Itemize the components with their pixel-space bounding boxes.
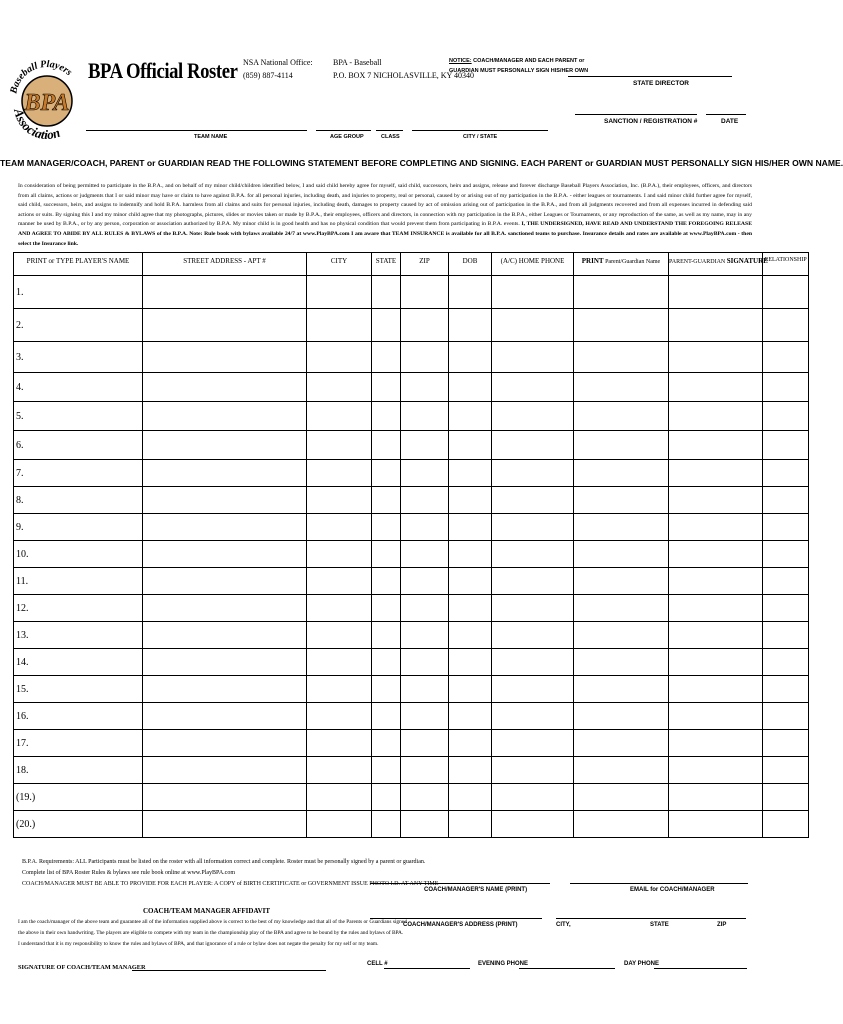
phone-cell[interactable] [492, 541, 574, 568]
state-cell[interactable] [372, 309, 401, 342]
parent-name-cell[interactable] [574, 541, 669, 568]
state-cell[interactable] [372, 460, 401, 487]
phone-cell[interactable] [492, 676, 574, 703]
relationship-cell[interactable] [763, 487, 809, 514]
zip-cell[interactable] [401, 514, 449, 541]
logo-icon [8, 48, 86, 148]
day-phone-label: DAY PHONE [624, 961, 660, 967]
relationship-cell[interactable] [763, 730, 809, 757]
col-dob: DOB [449, 253, 492, 276]
class-label: CLASS [381, 134, 400, 140]
phone-cell[interactable] [492, 622, 574, 649]
row-number[interactable]: 15. [14, 676, 143, 703]
dob-cell[interactable] [449, 402, 492, 431]
logo-text-top: Baseball Players [8, 58, 75, 95]
row-number[interactable]: (19.) [14, 784, 143, 811]
affidavit-title: COACH/TEAM MANAGER AFFIDAVIT [143, 907, 271, 915]
state-cell[interactable] [372, 730, 401, 757]
state-cell[interactable] [372, 487, 401, 514]
table-row [14, 784, 809, 811]
coach-name-line[interactable] [370, 883, 550, 884]
street-cell[interactable] [143, 276, 307, 309]
dob-cell[interactable] [449, 373, 492, 402]
state-director-label: STATE DIRECTOR [633, 80, 689, 87]
city-cell[interactable] [307, 757, 372, 784]
city-cell[interactable] [307, 703, 372, 730]
table-row [14, 487, 809, 514]
city-cell[interactable] [307, 568, 372, 595]
signature-cell[interactable] [669, 676, 763, 703]
dob-cell[interactable] [449, 730, 492, 757]
parent-name-cell[interactable] [574, 730, 669, 757]
state-cell[interactable] [372, 402, 401, 431]
city-cell[interactable] [307, 784, 372, 811]
signature-cell[interactable] [669, 373, 763, 402]
state-cell[interactable] [372, 784, 401, 811]
requirements-2: Complete list of BPA Roster Rules & bylaws see rule book online at www.PlayBPA.com [22, 870, 235, 876]
release-bold-1: I, THE UNDERSIGNED, HAVE READ AND UNDERSTAND [521, 221, 674, 228]
page-title: BPA Official Roster [88, 58, 238, 83]
nsa-phone: (859) 887-4114 [243, 71, 293, 80]
street-cell[interactable] [143, 514, 307, 541]
email-label: EMAIL for COACH/MANAGER [630, 887, 715, 893]
state-director-line[interactable] [568, 76, 732, 77]
phone-cell[interactable] [492, 373, 574, 402]
phone-cell[interactable] [492, 784, 574, 811]
city-cell[interactable] [307, 460, 372, 487]
zip-cell[interactable] [401, 487, 449, 514]
street-cell[interactable] [143, 703, 307, 730]
col-relationship: RELATIONSHIP [763, 253, 809, 276]
col-phone: (A/C) HOME PHONE [492, 253, 574, 276]
row-number[interactable]: 13. [14, 622, 143, 649]
team-name-line[interactable] [86, 130, 307, 131]
table-row [14, 568, 809, 595]
row-number[interactable]: 12. [14, 595, 143, 622]
street-cell[interactable] [143, 487, 307, 514]
footer-zip-label: ZIP [717, 922, 727, 928]
city-cell[interactable] [307, 402, 372, 431]
phone-cell[interactable] [492, 595, 574, 622]
zip-cell[interactable] [401, 309, 449, 342]
notice-label: NOTICE: [449, 58, 472, 64]
zip-cell[interactable] [401, 676, 449, 703]
city-cell[interactable] [307, 342, 372, 373]
street-cell[interactable] [143, 460, 307, 487]
col-city: CITY [307, 253, 372, 276]
row-number[interactable]: 1. [14, 276, 143, 309]
parent-name-cell[interactable] [574, 811, 669, 838]
parent-name-cell[interactable] [574, 402, 669, 431]
phone-cell[interactable] [492, 487, 574, 514]
table-row [14, 703, 809, 730]
evening-phone-line[interactable] [519, 968, 615, 969]
phone-cell[interactable] [492, 431, 574, 460]
parent-name-cell[interactable] [574, 460, 669, 487]
zip-cell[interactable] [401, 595, 449, 622]
col-player: PRINT or TYPE PLAYER'S NAME [14, 253, 143, 276]
dob-cell[interactable] [449, 309, 492, 342]
footer-state-label: STATE [650, 922, 669, 928]
signature-cell[interactable] [669, 595, 763, 622]
logo-text-bottom: Association [11, 107, 63, 143]
city-cell[interactable] [307, 276, 372, 309]
state-cell[interactable] [372, 811, 401, 838]
footer-city-label: CITY, [556, 922, 571, 928]
phone-cell[interactable] [492, 309, 574, 342]
state-cell[interactable] [372, 431, 401, 460]
phone-cell[interactable] [492, 276, 574, 309]
parent-name-cell[interactable] [574, 309, 669, 342]
insurance-details: Insurance details and rates are available at www.PlayBPA.com - then select the Insurance link. [18, 230, 753, 247]
street-cell[interactable] [143, 730, 307, 757]
zip-cell[interactable] [401, 276, 449, 309]
dob-cell[interactable] [449, 342, 492, 373]
signature-cell[interactable] [669, 703, 763, 730]
phone-cell[interactable] [492, 703, 574, 730]
signature-cell[interactable] [669, 784, 763, 811]
relationship-cell[interactable] [763, 276, 809, 309]
row-number[interactable]: 17. [14, 730, 143, 757]
relationship-cell[interactable] [763, 568, 809, 595]
table-row [14, 276, 809, 309]
row-number[interactable]: 2. [14, 309, 143, 342]
sanction-line[interactable] [575, 114, 697, 115]
phone-cell[interactable] [492, 757, 574, 784]
table-row [14, 342, 809, 373]
table-row [14, 757, 809, 784]
street-cell[interactable] [143, 757, 307, 784]
date-line[interactable] [706, 114, 746, 115]
cell-label: CELL # [367, 961, 388, 967]
row-number[interactable]: (20.) [14, 811, 143, 838]
zip-cell[interactable] [401, 730, 449, 757]
parent-name-cell[interactable] [574, 703, 669, 730]
city-cell[interactable] [307, 431, 372, 460]
table-row [14, 460, 809, 487]
state-cell[interactable] [372, 541, 401, 568]
row-number[interactable]: 5. [14, 402, 143, 431]
relationship-cell[interactable] [763, 514, 809, 541]
street-cell[interactable] [143, 373, 307, 402]
col-state: STATE [372, 253, 401, 276]
relationship-cell[interactable] [763, 541, 809, 568]
relationship-cell[interactable] [763, 309, 809, 342]
dob-cell[interactable] [449, 811, 492, 838]
parent-name-cell[interactable] [574, 649, 669, 676]
relationship-cell[interactable] [763, 373, 809, 402]
relationship-cell[interactable] [763, 649, 809, 676]
sanction-label: SANCTION / REGISTRATION # [604, 118, 698, 125]
signature-cell[interactable] [669, 730, 763, 757]
logo-letters: BPA [24, 90, 70, 116]
row-number[interactable]: 11. [14, 568, 143, 595]
parent-name-cell[interactable] [574, 595, 669, 622]
street-cell[interactable] [143, 622, 307, 649]
signature-cell[interactable] [669, 568, 763, 595]
street-cell[interactable] [143, 649, 307, 676]
dob-cell[interactable] [449, 541, 492, 568]
row-number[interactable]: 7. [14, 460, 143, 487]
dob-cell[interactable] [449, 460, 492, 487]
dob-cell[interactable] [449, 622, 492, 649]
class-line[interactable] [376, 130, 403, 131]
coach-signature-line[interactable] [132, 970, 326, 971]
dob-cell[interactable] [449, 568, 492, 595]
phone-cell[interactable] [492, 811, 574, 838]
relationship-cell[interactable] [763, 402, 809, 431]
row-number[interactable]: 10. [14, 541, 143, 568]
city-state-label: CITY / STATE [463, 134, 498, 140]
table-row [14, 431, 809, 460]
zip-cell[interactable] [401, 373, 449, 402]
city-cell[interactable] [307, 649, 372, 676]
row-number[interactable]: 18. [14, 757, 143, 784]
age-group-label: AGE GROUP [330, 134, 364, 140]
coach-address-label: COACH/MANAGER'S ADDRESS (PRINT) [403, 922, 518, 928]
parent-name-cell[interactable] [574, 373, 669, 402]
parent-name-cell[interactable] [574, 676, 669, 703]
city-cell[interactable] [307, 309, 372, 342]
state-cell[interactable] [372, 595, 401, 622]
relationship-cell[interactable] [763, 342, 809, 373]
phone-cell[interactable] [492, 649, 574, 676]
signing-statement: TEAM MANAGER/COACH, PARENT or GUARDIAN READ THE FOLLOWING STATEMENT BEFORE COMPLETING AND SIGNING. EACH PARENT or GUARDIAN MUST PERSONALLY SIGN HIS/HER OWN NAME. [0, 158, 843, 168]
parent-name-cell[interactable] [574, 568, 669, 595]
row-number[interactable]: 9. [14, 514, 143, 541]
parent-name-cell[interactable] [574, 622, 669, 649]
evening-phone-label: EVENING PHONE [478, 961, 529, 967]
requirements-1: B.P.A. Requirements: ALL Participants must be listed on the roster with all information correct and complete. Roster must be personally signed by a parent or guardian. [22, 859, 426, 865]
zip-cell[interactable] [401, 811, 449, 838]
row-number[interactable]: 6. [14, 431, 143, 460]
col-zip: ZIP [401, 253, 449, 276]
street-cell[interactable] [143, 342, 307, 373]
zip-cell[interactable] [401, 402, 449, 431]
phone-cell[interactable] [492, 402, 574, 431]
signature-cell[interactable] [669, 276, 763, 309]
date-label: DATE [721, 118, 739, 125]
table-row [14, 676, 809, 703]
dob-cell[interactable] [449, 487, 492, 514]
relationship-cell[interactable] [763, 460, 809, 487]
state-cell[interactable] [372, 342, 401, 373]
dob-cell[interactable] [449, 649, 492, 676]
city-cell[interactable] [307, 811, 372, 838]
affidavit-1: I am the coach/manager of the above team and guarantee all of the information supplied above is correct to the best of my knowledge and that all of the Parents or Guardians signed [18, 919, 407, 925]
roster-header-row [14, 253, 809, 276]
street-cell[interactable] [143, 431, 307, 460]
dob-cell[interactable] [449, 676, 492, 703]
zip-cell[interactable] [401, 622, 449, 649]
street-cell[interactable] [143, 541, 307, 568]
signature-cell[interactable] [669, 309, 763, 342]
dob-cell[interactable] [449, 514, 492, 541]
signature-cell[interactable] [669, 460, 763, 487]
age-group-line[interactable] [316, 130, 371, 131]
signature-cell[interactable] [669, 487, 763, 514]
phone-cell[interactable] [492, 342, 574, 373]
bpa-label: BPA - Baseball [333, 58, 382, 67]
dob-cell[interactable] [449, 276, 492, 309]
row-number[interactable]: 4. [14, 373, 143, 402]
signature-cell[interactable] [669, 811, 763, 838]
row-number[interactable]: 14. [14, 649, 143, 676]
signature-cell[interactable] [669, 622, 763, 649]
row-number[interactable]: 8. [14, 487, 143, 514]
coach-address-line[interactable] [370, 918, 542, 919]
table-row [14, 402, 809, 431]
phone-cell[interactable] [492, 514, 574, 541]
affidavit-2: the above in their own handwriting. The players are eligible to compete with my team in the championship play of the BPA and agree to be bound by the rules and bylaws of BPA. [18, 930, 404, 936]
col-signature: PARENT-GUARDIAN SIGNATURE [669, 253, 763, 276]
team-name-label: TEAM NAME [194, 134, 228, 140]
table-row [14, 541, 809, 568]
street-cell[interactable] [143, 309, 307, 342]
table-row [14, 373, 809, 402]
roster-table [13, 252, 809, 838]
bpa-address: P.O. BOX 7 NICHOLASVILLE, KY 40340 [333, 71, 475, 80]
city-cell[interactable] [307, 373, 372, 402]
signature-cell[interactable] [669, 342, 763, 373]
city-cell[interactable] [307, 622, 372, 649]
col-parent-name: PRINT Parent/Guardian Name [574, 253, 669, 276]
relationship-cell[interactable] [763, 757, 809, 784]
parent-name-cell[interactable] [574, 342, 669, 373]
relationship-cell[interactable] [763, 784, 809, 811]
zip-cell[interactable] [401, 342, 449, 373]
table-row [14, 649, 809, 676]
signature-cell[interactable] [669, 649, 763, 676]
relationship-cell[interactable] [763, 811, 809, 838]
city-cell[interactable] [307, 541, 372, 568]
release-note: Note: Rule book with bylaws available 24/7 at www.PlayBPA.com [189, 230, 350, 237]
cell-line[interactable] [384, 968, 470, 969]
street-cell[interactable] [143, 595, 307, 622]
bpa-logo [8, 48, 86, 148]
parent-name-cell[interactable] [574, 757, 669, 784]
release-bold-2: THE FOREGOING RELEASE AND AGREE TO ABIDE BY ALL RULES & BYLAWS of the B.P.A. [18, 221, 752, 237]
phone-cell[interactable] [492, 568, 574, 595]
signature-label: SIGNATURE OF COACH/TEAM MANAGER [18, 964, 146, 971]
coach-name-label: COACH/MANAGER'S NAME (PRINT) [424, 887, 528, 893]
street-cell[interactable] [143, 568, 307, 595]
dob-cell[interactable] [449, 757, 492, 784]
zip-cell[interactable] [401, 460, 449, 487]
city-state-line[interactable] [412, 130, 548, 131]
state-cell[interactable] [372, 676, 401, 703]
state-cell[interactable] [372, 373, 401, 402]
city-cell[interactable] [307, 487, 372, 514]
affidavit-3: I understand that it is my responsibility to know the rules and bylaws of BPA, and that ignorance of a rule or bylaw does not negate the penalty for my self or my team. [18, 941, 379, 947]
notice-text-2: GUARDIAN MUST PERSONALLY SIGN HIS/HER OWN [449, 68, 589, 74]
day-phone-line[interactable] [654, 968, 747, 969]
table-row [14, 811, 809, 838]
zip-cell[interactable] [401, 568, 449, 595]
dob-cell[interactable] [449, 431, 492, 460]
parent-name-cell[interactable] [574, 276, 669, 309]
table-row [14, 309, 809, 342]
state-cell[interactable] [372, 276, 401, 309]
state-cell[interactable] [372, 622, 401, 649]
parent-name-cell[interactable] [574, 431, 669, 460]
dob-cell[interactable] [449, 784, 492, 811]
parent-name-cell[interactable] [574, 514, 669, 541]
signature-cell[interactable] [669, 541, 763, 568]
table-row [14, 730, 809, 757]
state-cell[interactable] [372, 757, 401, 784]
phone-cell[interactable] [492, 730, 574, 757]
relationship-cell[interactable] [763, 676, 809, 703]
street-cell[interactable] [143, 784, 307, 811]
release-paragraph [18, 182, 752, 249]
relationship-cell[interactable] [763, 622, 809, 649]
city-cell[interactable] [307, 730, 372, 757]
city-cell[interactable] [307, 676, 372, 703]
state-cell[interactable] [372, 514, 401, 541]
col-street: STREET ADDRESS - APT # [143, 253, 307, 276]
release-text: In consideration of being permitted to participate in the B.P.A., and on behalf of my minor child/children identified below, I and said child hereby agree for myself, said child, successors, heirs and assigns, release and forever discharge Baseball Players Association, Inc. (B.P.A.), their employees, officers, and directors from all claims, actions or judgments that I or said minor may have or claim to have against B.P.A. for all personal injuries, including death, and injuries to property, real or personal, caused by or arising out of my participation in the B.P.A. - either leagues or tournaments. I and said minor child further agree for myself, said child, successors, heirs, and assigns to indemnify and hold B.P.A. harmless from all claims and suits for personal injuries, including death, damages to property caused by act of omission arising out of participation in the B.P.A., and from all judgments recovered and from all expenses incurred in defending said actions or suits. By signing this I and my minor child agree that my photographs, pictures, slides or movies taken or made by B.P.A., their employees, officers and directors, in connection with my participation in the B.P.A., either Leagues or Tournaments, or any reproduction of the same, as well as my name, may in any manner be used by B.P.A., or by any person, corporation or association authorized by B.P.A. My minor child is in good health and has no physical condition that would prevent them from participating in B.P.A. events. [18, 183, 752, 228]
zip-cell[interactable] [401, 757, 449, 784]
signature-cell[interactable] [669, 514, 763, 541]
city-state-zip-line[interactable] [556, 918, 746, 919]
insurance-note: I am aware that TEAM INSURANCE is available for all B.P.A. sanctioned teams to purchase. [351, 230, 581, 237]
relationship-cell[interactable] [763, 431, 809, 460]
dob-cell[interactable] [449, 703, 492, 730]
state-cell[interactable] [372, 703, 401, 730]
zip-cell[interactable] [401, 541, 449, 568]
zip-cell[interactable] [401, 784, 449, 811]
notice-text-1: COACH/MANAGER AND EACH PARENT or [473, 58, 585, 64]
state-cell[interactable] [372, 568, 401, 595]
zip-cell[interactable] [401, 649, 449, 676]
email-line[interactable] [570, 883, 748, 884]
city-cell[interactable] [307, 514, 372, 541]
table-row [14, 595, 809, 622]
zip-cell[interactable] [401, 431, 449, 460]
street-cell[interactable] [143, 402, 307, 431]
signature-cell[interactable] [669, 757, 763, 784]
relationship-cell[interactable] [763, 595, 809, 622]
phone-cell[interactable] [492, 460, 574, 487]
relationship-cell[interactable] [763, 703, 809, 730]
street-cell[interactable] [143, 811, 307, 838]
street-cell[interactable] [143, 676, 307, 703]
parent-name-cell[interactable] [574, 487, 669, 514]
nsa-label: NSA National Office: [243, 58, 313, 67]
table-row [14, 514, 809, 541]
signature-cell[interactable] [669, 431, 763, 460]
row-number[interactable]: 16. [14, 703, 143, 730]
zip-cell[interactable] [401, 703, 449, 730]
dob-cell[interactable] [449, 595, 492, 622]
signature-cell[interactable] [669, 402, 763, 431]
requirements-3: COACH/MANAGER MUST BE ABLE TO PROVIDE FOR EACH PLAYER: A COPY of BIRTH CERTIFICATE or GOVERNMENT ISSUE PHOTO I.D. AT ANY TIME [22, 881, 439, 887]
state-cell[interactable] [372, 649, 401, 676]
table-row [14, 622, 809, 649]
parent-name-cell[interactable] [574, 784, 669, 811]
city-cell[interactable] [307, 595, 372, 622]
row-number[interactable]: 3. [14, 342, 143, 373]
